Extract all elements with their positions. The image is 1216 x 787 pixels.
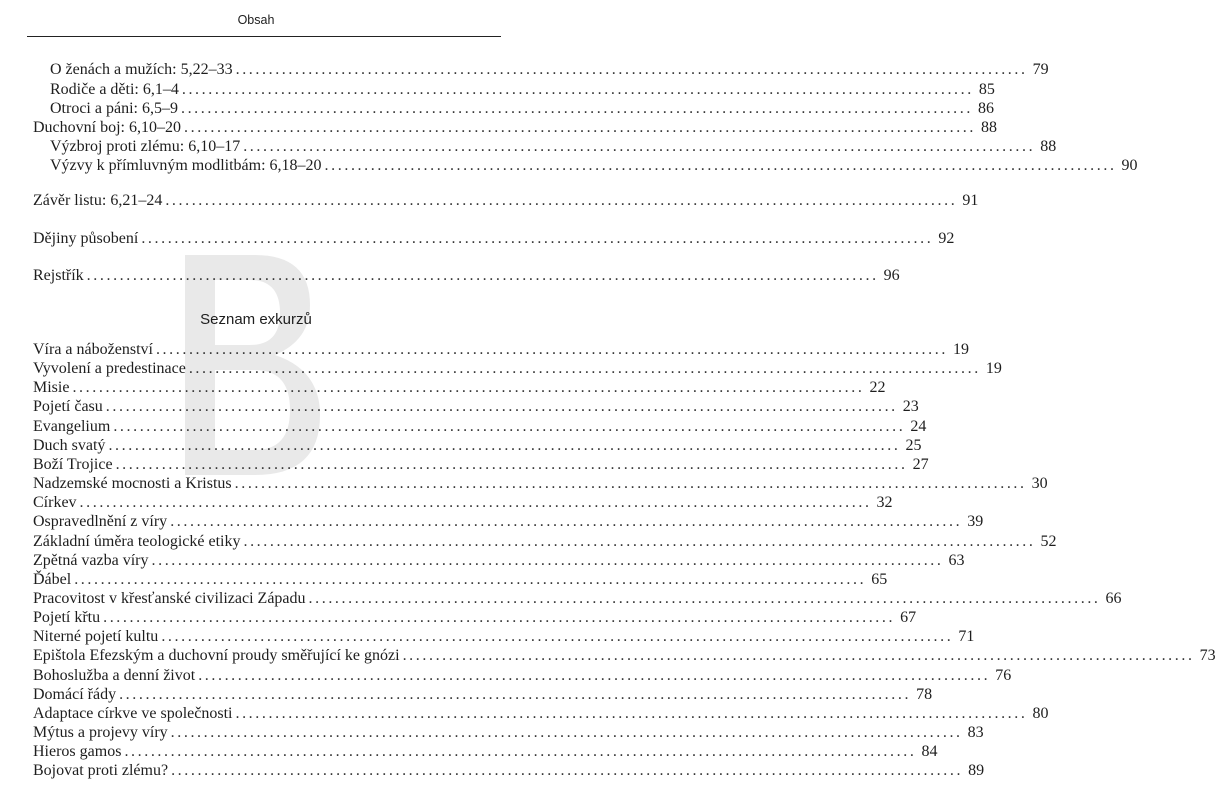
excursus-entry-label: Zpětná vazba víry bbox=[33, 551, 149, 569]
excursus-page-number: 84 bbox=[921, 743, 938, 761]
excursus-page-number: 83 bbox=[967, 724, 984, 741]
excursus-entry-label: Bojovat proti zlému? bbox=[33, 762, 169, 780]
excursus-entry-label: Bohoslužba a denní život bbox=[33, 666, 196, 684]
excursus-entry-label: Epištola Efezským a duchovní proudy směřující ke gnózi bbox=[33, 647, 400, 665]
excursus-page-number: 24 bbox=[910, 417, 927, 435]
toc-row bbox=[33, 265, 900, 287]
dot-leader: ........................................................................................................................ bbox=[180, 100, 973, 117]
toc-page-number: 96 bbox=[883, 267, 900, 284]
excursus-page-number: 27 bbox=[912, 455, 929, 473]
dot-leader: ........................................................................................................................ bbox=[79, 494, 872, 512]
excursus-page-number: 32 bbox=[876, 494, 893, 512]
toc-entry-label: Závěr listu: 6,21–24 bbox=[33, 192, 163, 209]
excursus-page-number: 30 bbox=[1031, 475, 1048, 493]
dot-leader: ........................................................................................................................ bbox=[161, 628, 954, 646]
excursus-page-number: 71 bbox=[958, 628, 975, 646]
excursus-page-number: 73 bbox=[1199, 647, 1216, 665]
excursus-page-number: 80 bbox=[1032, 704, 1049, 722]
excursus-entry-label: Pojetí času bbox=[33, 398, 103, 416]
dot-leader: ........................................................................................................................ bbox=[181, 81, 974, 98]
toc-row bbox=[50, 59, 1049, 81]
excursus-entry-label: Evangelium bbox=[33, 417, 111, 435]
excursus-entry-label: Ďábel bbox=[33, 570, 72, 588]
dot-leader: ........................................................................................................................ bbox=[103, 609, 896, 627]
dot-leader: ........................................................................................................................ bbox=[324, 157, 1117, 174]
excursus-entry-label: Duch svatý bbox=[33, 436, 106, 454]
toc-entry-label: Výzvy k přímluvným modlitbám: 6,18–20 bbox=[50, 157, 322, 174]
page-header bbox=[0, 0, 512, 36]
excursus-entry-label: Základní úměra teologické etiky bbox=[33, 532, 241, 550]
dot-leader: ........................................................................................................................ bbox=[402, 647, 1195, 665]
dot-leader: ........................................................................................................................ bbox=[171, 762, 964, 780]
dot-leader: ........................................................................................................................ bbox=[235, 61, 1028, 78]
toc-page-number: 90 bbox=[1121, 157, 1138, 174]
excursus-entry-label: Misie bbox=[33, 379, 70, 397]
dot-leader: ........................................................................................................................ bbox=[170, 513, 963, 531]
dot-leader: ........................................................................................................................ bbox=[198, 666, 991, 684]
excursus-page-number: 63 bbox=[948, 551, 965, 569]
dot-leader: ........................................................................................................................ bbox=[234, 475, 1027, 493]
dot-leader: ........................................................................................................................ bbox=[155, 341, 948, 358]
excursus-entry-label: Domácí řády bbox=[33, 685, 117, 703]
dot-leader: ........................................................................................................................ bbox=[113, 417, 906, 435]
excursus-entry-label: Církev bbox=[33, 494, 77, 512]
excursus-page-number: 52 bbox=[1040, 532, 1057, 550]
excursus-page-number: 65 bbox=[871, 570, 888, 588]
excursus-page-number: 66 bbox=[1105, 589, 1122, 607]
toc-page-number: 92 bbox=[938, 230, 955, 247]
toc-entry-label: Dějiny působení bbox=[33, 230, 139, 247]
excursus-page-number: 22 bbox=[869, 379, 886, 397]
excursus-page-number: 19 bbox=[985, 360, 1002, 378]
excursus-entry-label: Mýtus a projevy víry bbox=[33, 724, 168, 741]
toc-page-number: 88 bbox=[1040, 138, 1057, 155]
header-rule bbox=[27, 36, 501, 37]
dot-leader: ........................................................................................................................ bbox=[243, 532, 1036, 550]
excursus-entry-label: Boží Trojice bbox=[33, 455, 113, 473]
toc-entry-label: Rejstřík bbox=[33, 267, 84, 284]
excursus-entry-label: Nadzemské mocnosti a Kristus bbox=[33, 475, 232, 493]
excursus-page-number: 25 bbox=[905, 436, 922, 454]
toc-row bbox=[33, 228, 955, 250]
dot-leader: ........................................................................................................................ bbox=[235, 704, 1028, 722]
excursus-entry-label: Pojetí křtu bbox=[33, 609, 101, 627]
dot-leader: ........................................................................................................................ bbox=[108, 436, 901, 454]
running-head: Obsah bbox=[237, 13, 275, 27]
excursus-page-number: 23 bbox=[902, 398, 919, 416]
toc-page-number: 88 bbox=[981, 119, 997, 136]
dot-leader: ........................................................................................................................ bbox=[308, 589, 1101, 607]
toc-entry-label: Otroci a páni: 6,5–9 bbox=[50, 100, 178, 117]
dot-leader: ........................................................................................................................ bbox=[86, 267, 879, 284]
toc-row bbox=[50, 155, 1138, 177]
excursus-entry-label: Niterné pojetí kultu bbox=[33, 628, 159, 646]
dot-leader: ........................................................................................................................ bbox=[141, 230, 934, 247]
dot-leader: ........................................................................................................................ bbox=[119, 685, 912, 703]
excursus-page-number: 19 bbox=[952, 341, 969, 358]
dot-leader: ........................................................................................................................ bbox=[243, 138, 1036, 155]
excursus-row bbox=[33, 760, 985, 782]
excursus-entry-label: Vyvolení a predestinace bbox=[33, 360, 186, 378]
excursus-page-number: 76 bbox=[995, 666, 1012, 684]
excursus-section-title: Seznam exkurzů bbox=[200, 311, 312, 328]
dot-leader: ........................................................................................................................ bbox=[72, 379, 865, 397]
dot-leader: ........................................................................................................................ bbox=[188, 360, 981, 378]
dot-leader: ........................................................................................................................ bbox=[115, 455, 908, 473]
excursus-page-number: 89 bbox=[968, 762, 985, 780]
toc-page-number: 91 bbox=[962, 192, 979, 209]
toc-entry-label: Duchovní boj: 6,10–20 bbox=[33, 119, 181, 136]
excursus-entry-label: Víra a náboženství bbox=[33, 341, 153, 358]
toc-page-number: 79 bbox=[1032, 61, 1049, 78]
toc-row bbox=[33, 190, 979, 212]
excursus-entry-label: Ospravedlnění z víry bbox=[33, 513, 168, 531]
toc-page-number: 86 bbox=[977, 100, 994, 117]
dot-leader: ........................................................................................................................ bbox=[170, 724, 963, 741]
excursus-entry-label: Adaptace církve ve společnosti bbox=[33, 704, 233, 722]
dot-leader: ........................................................................................................................ bbox=[105, 398, 898, 416]
toc-entry-label: O ženách a mužích: 5,22–33 bbox=[50, 61, 233, 78]
toc-entry-label: Výzbroj proti zlému: 6,10–17 bbox=[50, 138, 241, 155]
excursus-page-number: 39 bbox=[967, 513, 984, 531]
dot-leader: ........................................................................................................................ bbox=[74, 570, 867, 588]
excursus-entry-label: Pracovitost v křesťanské civilizaci Západu bbox=[33, 589, 306, 607]
excursus-page-number: 78 bbox=[916, 685, 933, 703]
excursus-entry-label: Hieros gamos bbox=[33, 743, 122, 761]
dot-leader: ........................................................................................................................ bbox=[151, 551, 944, 569]
dot-leader: ........................................................................................................................ bbox=[124, 743, 917, 761]
toc-entry-label: Rodiče a děti: 6,1–4 bbox=[50, 81, 179, 98]
dot-leader: ........................................................................................................................ bbox=[184, 119, 976, 136]
dot-leader: ........................................................................................................................ bbox=[165, 192, 958, 209]
toc-page-number: 85 bbox=[978, 81, 995, 98]
excursus-page-number: 67 bbox=[900, 609, 917, 627]
